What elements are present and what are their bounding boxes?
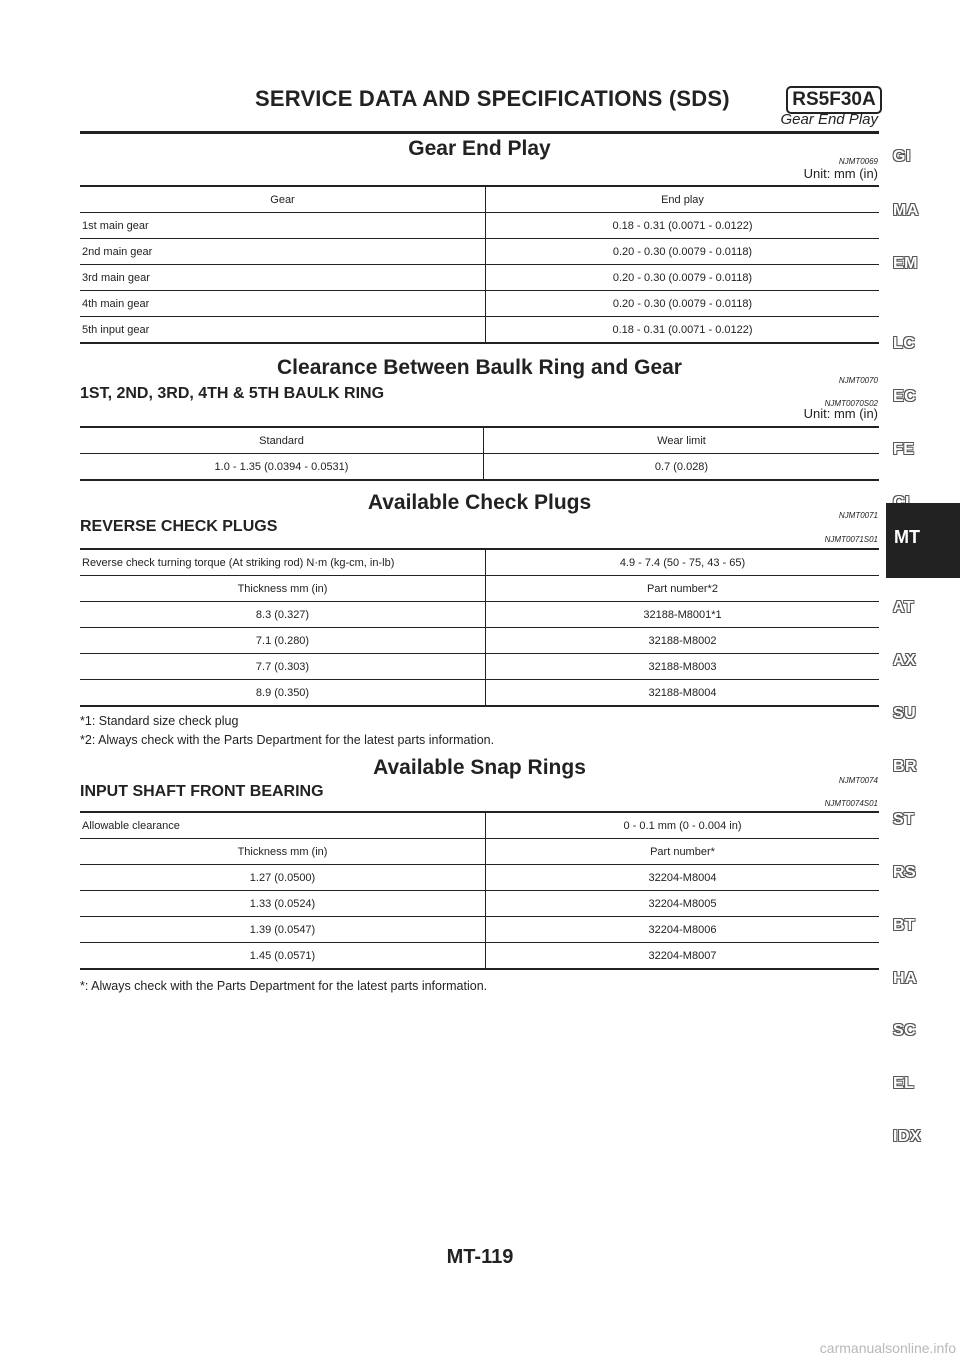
section-code: NJMT0074: [838, 776, 878, 785]
subsection-heading: 1ST, 2ND, 3RD, 4TH & 5TH BAULK RING: [80, 385, 385, 402]
side-tab-rs[interactable]: RS: [893, 864, 917, 881]
side-tab-st[interactable]: ST: [893, 811, 915, 828]
table-row: [80, 602, 879, 628]
table-cell: 1.27 (0.0500): [80, 865, 486, 891]
table-header-row: [80, 839, 879, 865]
column-header: Thickness mm (in): [80, 839, 486, 865]
table-cell: 0.7 (0.028): [484, 454, 880, 481]
table-row: [80, 239, 879, 265]
table-cell: 32204-M8005: [486, 891, 880, 917]
table-cell: 0 - 0.1 mm (0 - 0.004 in): [486, 812, 880, 839]
table-row: [80, 917, 879, 943]
subsection-heading: INPUT SHAFT FRONT BEARING: [80, 783, 324, 800]
table-cell: 32204-M8006: [486, 917, 880, 943]
table-cell: 4th main gear: [80, 291, 486, 317]
table-row-clearance: [80, 812, 879, 839]
snap-rings-table: [80, 811, 879, 970]
subsection-code: NJMT0071S01: [824, 535, 878, 544]
side-tab-sc[interactable]: SC: [893, 1022, 917, 1039]
footnote: *1: Standard size check plug: [80, 714, 239, 728]
side-tab-fe[interactable]: FE: [893, 441, 915, 458]
side-tab-at[interactable]: AT: [893, 599, 915, 616]
subsection-code: NJMT0074S01: [824, 799, 878, 808]
side-tab-mt-active[interactable]: [886, 503, 960, 578]
side-tab-ha[interactable]: HA: [893, 970, 918, 987]
side-tab-su[interactable]: SU: [893, 705, 917, 722]
section-code: NJMT0069: [838, 157, 878, 166]
table-cell: 8.3 (0.327): [80, 602, 486, 628]
subsection-code: NJMT0070S02: [824, 399, 878, 408]
section-code: NJMT0071: [838, 511, 878, 520]
footnote: *: Always check with the Parts Department for the latest parts information.: [80, 979, 488, 993]
header-rule: [80, 131, 879, 134]
table-cell: 32188-M8004: [486, 680, 880, 707]
table-row: [80, 317, 879, 344]
watermark: carmanualsonline.info: [819, 1340, 956, 1356]
table-cell: 7.1 (0.280): [80, 628, 486, 654]
table-cell: 32188-M8002: [486, 628, 880, 654]
side-tab-bt[interactable]: BT: [893, 917, 916, 934]
table-row: [80, 865, 879, 891]
section-title-gear-end-play: Gear End Play: [408, 137, 551, 160]
table-cell: 1st main gear: [80, 213, 486, 239]
side-tab-br[interactable]: BR: [893, 758, 918, 775]
column-header: Part number*2: [486, 576, 880, 602]
side-tab-ec[interactable]: EC: [893, 388, 917, 405]
column-header: Part number*: [486, 839, 880, 865]
table-cell: Reverse check turning torque (At striking rod) N·m (kg-cm, in-lb): [80, 549, 486, 576]
table-row-torque: [80, 549, 879, 576]
table-row: [80, 454, 879, 481]
table-cell: 0.18 - 0.31 (0.0071 - 0.0122): [486, 317, 880, 344]
column-header: Standard: [80, 427, 484, 454]
side-tab-em[interactable]: EM: [893, 255, 918, 272]
side-tab-ax[interactable]: AX: [893, 652, 917, 669]
column-header: End play: [486, 186, 880, 213]
table-cell: 2nd main gear: [80, 239, 486, 265]
check-plugs-table: [80, 548, 879, 707]
page-number: MT-119: [446, 1246, 514, 1268]
table-cell: 32204-M8004: [486, 865, 880, 891]
column-header: Gear: [80, 186, 486, 213]
gear-end-play-table: [80, 185, 879, 344]
side-tab-gi[interactable]: GI: [893, 148, 911, 165]
table-cell: 32188-M8001*1: [486, 602, 880, 628]
table-header-row: [80, 576, 879, 602]
subsection-heading: REVERSE CHECK PLUGS: [80, 518, 278, 535]
side-tab-lc[interactable]: LC: [893, 335, 916, 352]
table-cell: 32188-M8003: [486, 654, 880, 680]
table-cell: 5th input gear: [80, 317, 486, 344]
table-cell: 4.9 - 7.4 (50 - 75, 43 - 65): [486, 549, 880, 576]
table-cell: 0.20 - 0.30 (0.0079 - 0.0118): [486, 291, 880, 317]
table-cell: 1.39 (0.0547): [80, 917, 486, 943]
table-cell: 0.20 - 0.30 (0.0079 - 0.0118): [486, 239, 880, 265]
table-cell: 8.9 (0.350): [80, 680, 486, 707]
model-badge: RS5F30A: [786, 86, 882, 114]
table-row: [80, 891, 879, 917]
column-header: Thickness mm (in): [80, 576, 486, 602]
unit-label: Unit: mm (in): [803, 406, 878, 421]
table-cell: 0.18 - 0.31 (0.0071 - 0.0122): [486, 213, 880, 239]
table-cell: 1.0 - 1.35 (0.0394 - 0.0531): [80, 454, 484, 481]
side-tab-mt-label: MT: [894, 527, 920, 547]
baulk-ring-table: [80, 426, 879, 481]
column-header: Wear limit: [484, 427, 880, 454]
table-row: [80, 943, 879, 970]
side-tab-idx[interactable]: IDX: [893, 1128, 922, 1145]
table-row: [80, 680, 879, 707]
table-header-row: [80, 186, 879, 213]
table-cell: 1.45 (0.0571): [80, 943, 486, 970]
table-row: [80, 291, 879, 317]
footnote: *2: Always check with the Parts Department for the latest parts information.: [80, 733, 495, 747]
table-row: [80, 628, 879, 654]
table-cell: 1.33 (0.0524): [80, 891, 486, 917]
section-title-snap-rings: Available Snap Rings: [373, 756, 586, 779]
table-cell: 32204-M8007: [486, 943, 880, 970]
table-cell: 7.7 (0.303): [80, 654, 486, 680]
table-row: [80, 654, 879, 680]
table-cell: Allowable clearance: [80, 812, 486, 839]
table-row: [80, 213, 879, 239]
page-header-title: SERVICE DATA AND SPECIFICATIONS (SDS): [255, 86, 730, 111]
side-tab-ma[interactable]: MA: [893, 202, 919, 219]
table-row: [80, 265, 879, 291]
table-header-row: [80, 427, 879, 454]
table-cell: 0.20 - 0.30 (0.0079 - 0.0118): [486, 265, 880, 291]
side-tab-el[interactable]: EL: [893, 1075, 915, 1092]
table-cell: 3rd main gear: [80, 265, 486, 291]
section-title-check-plugs: Available Check Plugs: [367, 491, 592, 514]
page-header-subtitle: Gear End Play: [780, 111, 878, 128]
section-title-baulk-ring: Clearance Between Baulk Ring and Gear: [277, 356, 682, 379]
section-code: NJMT0070: [838, 376, 878, 385]
unit-label: Unit: mm (in): [803, 166, 878, 181]
